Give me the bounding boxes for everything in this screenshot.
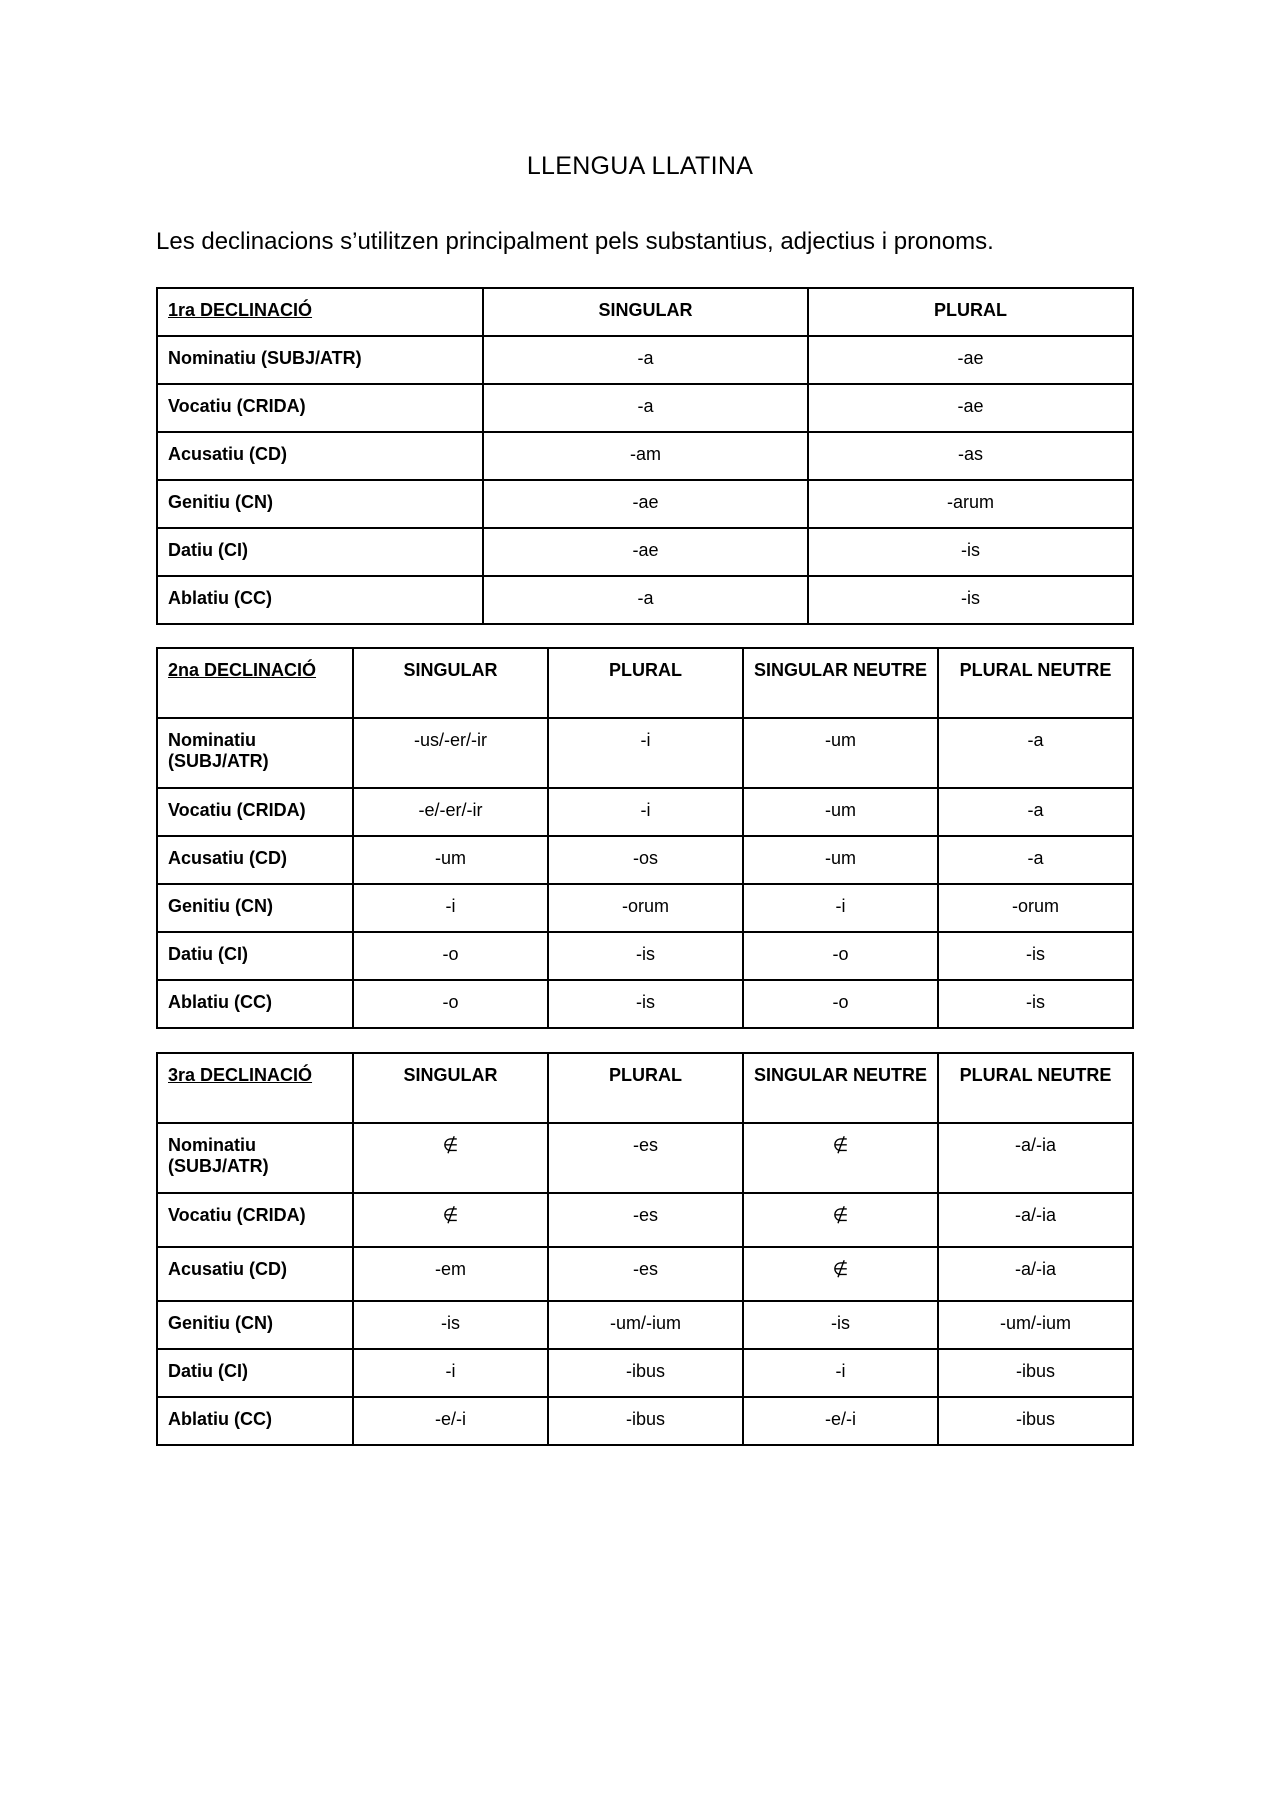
ending-cell: ∉ (353, 1123, 548, 1193)
table-row (157, 884, 1133, 932)
ending-cell: -um/-ium (938, 1301, 1133, 1349)
page-title: LLENGUA LLATINA (526, 152, 754, 180)
ending-cell: -a (483, 384, 808, 432)
case-label: Nominatiu (SUBJ/ATR) (157, 1123, 353, 1193)
case-label: Genitiu (CN) (157, 1301, 353, 1349)
ending-cell: -os (548, 836, 743, 884)
ending-cell: -ae (808, 384, 1133, 432)
case-label: Genitiu (CN) (157, 884, 353, 932)
table-row (157, 384, 1133, 432)
ending-cell: -es (548, 1123, 743, 1193)
column-header: PLURAL (548, 1053, 743, 1123)
case-label: Genitiu (CN) (157, 480, 483, 528)
ending-cell: -orum (548, 884, 743, 932)
case-label: Acusatiu (CD) (157, 432, 483, 480)
ending-cell: -e/-er/-ir (353, 788, 548, 836)
ending-cell: -um (353, 836, 548, 884)
case-label: Nominatiu (SUBJ/ATR) (157, 718, 353, 788)
ending-cell: -a (938, 718, 1133, 788)
table-header-row (157, 1053, 1133, 1123)
table-row (157, 1397, 1133, 1445)
table-title: 1ra DECLINACIÓ (157, 288, 483, 336)
ending-cell: -um (743, 836, 938, 884)
table-row (157, 932, 1133, 980)
ending-cell: -i (353, 1349, 548, 1397)
ending-cell: -am (483, 432, 808, 480)
ending-cell: -a (938, 788, 1133, 836)
ending-cell: -i (353, 884, 548, 932)
table-row (157, 528, 1133, 576)
column-header: PLURAL NEUTRE (938, 648, 1133, 718)
ending-cell: ∉ (743, 1123, 938, 1193)
table-row (157, 336, 1133, 384)
ending-cell: -i (743, 1349, 938, 1397)
ending-cell: -is (808, 528, 1133, 576)
ending-cell: -i (548, 718, 743, 788)
ending-cell: -ae (483, 528, 808, 576)
table-title: 2na DECLINACIÓ (157, 648, 353, 718)
ending-cell: -a (483, 576, 808, 624)
first-declension-table (156, 287, 1134, 625)
ending-cell: -a/-ia (938, 1193, 1133, 1247)
ending-cell: ∉ (353, 1193, 548, 1247)
ending-cell: -o (353, 932, 548, 980)
ending-cell: ∉ (743, 1247, 938, 1301)
ending-cell: -ibus (548, 1397, 743, 1445)
case-label: Ablatiu (CC) (157, 980, 353, 1028)
ending-cell: -is (808, 576, 1133, 624)
case-label: Datiu (CI) (157, 932, 353, 980)
table-title: 3ra DECLINACIÓ (157, 1053, 353, 1123)
ending-cell: -es (548, 1193, 743, 1247)
table-row (157, 480, 1133, 528)
ending-cell: -is (938, 932, 1133, 980)
case-label: Datiu (CI) (157, 1349, 353, 1397)
ending-cell: -orum (938, 884, 1133, 932)
column-header: SINGULAR (353, 1053, 548, 1123)
ending-cell: -i (743, 884, 938, 932)
column-header: PLURAL (808, 288, 1133, 336)
ending-cell: -o (743, 980, 938, 1028)
ending-cell: -is (353, 1301, 548, 1349)
table-row (157, 1301, 1133, 1349)
second-declension-table (156, 647, 1134, 1029)
table-header-row (157, 648, 1133, 718)
column-header: PLURAL (548, 648, 743, 718)
ending-cell: -us/-er/-ir (353, 718, 548, 788)
ending-cell: -ae (808, 336, 1133, 384)
ending-cell: -is (548, 932, 743, 980)
column-header: SINGULAR (483, 288, 808, 336)
ending-cell: -o (353, 980, 548, 1028)
ending-cell: -um (743, 718, 938, 788)
ending-cell: -e/-i (353, 1397, 548, 1445)
ending-cell: -ae (483, 480, 808, 528)
case-label: Datiu (CI) (157, 528, 483, 576)
ending-cell: -em (353, 1247, 548, 1301)
ending-cell: -um/-ium (548, 1301, 743, 1349)
table-row (157, 788, 1133, 836)
ending-cell: -a (483, 336, 808, 384)
ending-cell: -es (548, 1247, 743, 1301)
ending-cell: -is (743, 1301, 938, 1349)
table-row (157, 718, 1133, 788)
ending-cell: -o (743, 932, 938, 980)
case-label: Vocatiu (CRIDA) (157, 1193, 353, 1247)
ending-cell: -i (548, 788, 743, 836)
ending-cell: -e/-i (743, 1397, 938, 1445)
table-row (157, 1193, 1133, 1247)
intro-paragraph: Les declinacions s’utilitzen principalment pels substantius, adjectius i pronoms. (156, 228, 994, 255)
ending-cell: -is (938, 980, 1133, 1028)
ending-cell: -a/-ia (938, 1247, 1133, 1301)
column-header: SINGULAR (353, 648, 548, 718)
table-row (157, 980, 1133, 1028)
case-label: Acusatiu (CD) (157, 836, 353, 884)
case-label: Acusatiu (CD) (157, 1247, 353, 1301)
case-label: Vocatiu (CRIDA) (157, 788, 353, 836)
table-row (157, 836, 1133, 884)
case-label: Ablatiu (CC) (157, 576, 483, 624)
case-label: Nominatiu (SUBJ/ATR) (157, 336, 483, 384)
ending-cell: -ibus (938, 1397, 1133, 1445)
case-label: Vocatiu (CRIDA) (157, 384, 483, 432)
ending-cell: -as (808, 432, 1133, 480)
column-header: SINGULAR NEUTRE (743, 648, 938, 718)
third-declension-table (156, 1052, 1134, 1446)
ending-cell: -a (938, 836, 1133, 884)
ending-cell: -is (548, 980, 743, 1028)
case-label: Ablatiu (CC) (157, 1397, 353, 1445)
table-row (157, 576, 1133, 624)
table-row (157, 432, 1133, 480)
ending-cell: -um (743, 788, 938, 836)
ending-cell: -arum (808, 480, 1133, 528)
table-row (157, 1349, 1133, 1397)
ending-cell: -a/-ia (938, 1123, 1133, 1193)
column-header: PLURAL NEUTRE (938, 1053, 1133, 1123)
table-header-row (157, 288, 1133, 336)
ending-cell: -ibus (548, 1349, 743, 1397)
ending-cell: -ibus (938, 1349, 1133, 1397)
table-row (157, 1247, 1133, 1301)
column-header: SINGULAR NEUTRE (743, 1053, 938, 1123)
ending-cell: ∉ (743, 1193, 938, 1247)
table-row (157, 1123, 1133, 1193)
